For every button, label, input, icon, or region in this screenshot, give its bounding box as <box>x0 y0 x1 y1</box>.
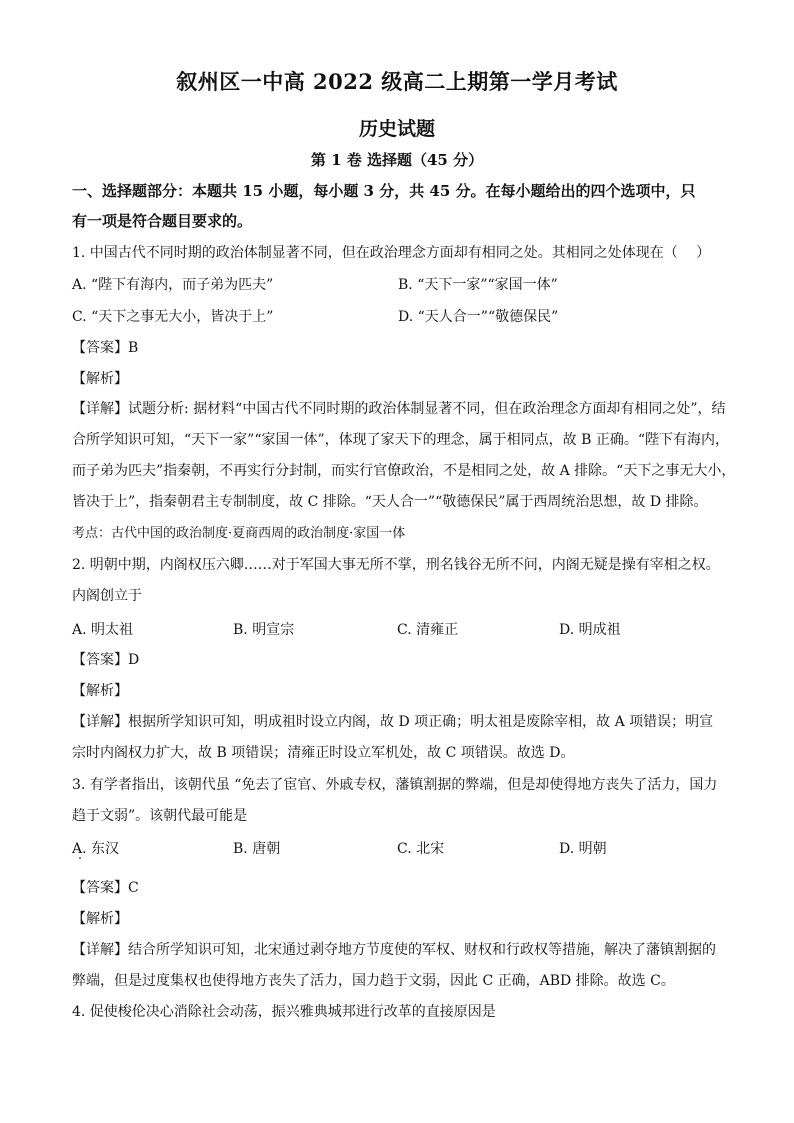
q1-detail-line: 【详解】试题分析: 据材料“中国古代不同时期的政治体制显著不同，但在政治理念方面却有相同之处”，结 <box>72 401 726 417</box>
q3-detail-line: 【详解】结合所学知识可知，北宋通过剥夺地方节度使的军权、财权和行政权等措施，解决了藩镇割据的 <box>72 942 716 958</box>
q2-stem-line2: 内阁创立于 <box>72 588 142 604</box>
q2-option-c: C. 清雍正 <box>397 622 459 638</box>
q2-option-b: B. 明宣宗 <box>233 622 295 638</box>
q1-detail-line: 皆决于上”，指秦朝君主专制制度，故 C 排除。“天人合一”“敬德保民”属于西周统治思想，故 D 排除。 <box>72 494 708 510</box>
q1-analysis-label: 【解析】 <box>72 371 128 387</box>
q1-option-d: D. “天人合一”“敬德保民” <box>398 309 559 325</box>
q2-detail-line: 【详解】根据所学知识可知，明成祖时设立内阁，故 D 项正确；明太祖是废除宰相，故 A 项错误；明宣 <box>72 714 714 730</box>
section-instructions-line1: 一、选择题部分：本题共 15 小题，每小题 3 分，共 45 分。在每小题给出的四个选项中，只 <box>72 182 696 200</box>
subject-title: 历史试题 <box>358 118 435 140</box>
q1-stem: 1. 中国古代不同时期的政治体制显著不同，但在政治理念方面却有相同之处。其相同之处体现在（ ） <box>72 245 711 261</box>
exam-title: 叙州区一中高 2022 级高二上期第一学月考试 <box>176 69 618 94</box>
q4-stem: 4. 促使梭伦决心消除社会动荡，振兴雅典城邦进行改革的直接原因是 <box>72 1004 496 1020</box>
part-title: 第 1 卷 选择题（45 分） <box>310 151 484 169</box>
q1-option-c: C. “天下之事无大小，皆决于上” <box>72 309 274 325</box>
q2-analysis-label: 【解析】 <box>72 683 128 699</box>
q1-option-a: A. “陛下有海内，而子弟为匹夫” <box>72 277 274 293</box>
q3-option-d: D. 明朝 <box>559 841 607 857</box>
q1-note: 考点：古代中国的政治制度·夏商西周的政治制度·家国一体 <box>72 526 406 541</box>
q3-answer: 【答案】C <box>72 880 139 896</box>
q2-option-a: A. 明太祖 <box>72 622 134 638</box>
q2-answer: 【答案】D <box>72 652 140 668</box>
q2-option-d: D. 明成祖 <box>559 622 621 638</box>
q3-analysis-label: 【解析】 <box>72 911 128 927</box>
q1-answer: 【答案】B <box>72 340 139 356</box>
q3-option-a: A. 东汉 <box>72 841 120 857</box>
q3-stem-line1: 3. 有学者指出，该朝代虽 “免去了宦官、外戚专权，藩镇割据的弊端，但是却使得地方丧失了活力，国力 <box>72 777 718 793</box>
q3-option-b: B. 唐朝 <box>233 841 281 857</box>
section-instructions-line2: 有一项是符合题目要求的。 <box>72 212 253 230</box>
q2-stem-line1: 2. 明朝中期，内阁权压六卿……对于军国大事无所不掌，刑名钱谷无所不问，内阁无疑是操有宰相之权。 <box>72 557 720 573</box>
stray-dot <box>79 857 81 859</box>
q3-detail-line: 弊端，但是过度集权也使得地方丧失了活力，国力趋于文弱，因此 C 正确，ABD 排除。故选 C。 <box>72 973 675 989</box>
q2-detail-line: 宗时内阁权力扩大，故 B 项错误；清雍正时设立军机处，故 C 项错误。故选 D。 <box>72 745 575 761</box>
q3-stem-line2: 趋于文弱”。该朝代最可能是 <box>72 808 248 824</box>
q3-option-c: C. 北宋 <box>397 841 445 857</box>
q1-detail-line: 而子弟为匹夫”指秦朝，不再实行分封制，而实行官僚政治，不是相同之处，故 A 排除。“天下之事无大小， <box>72 463 736 479</box>
q1-option-b: B. “天下一家”“家国一体” <box>398 277 558 293</box>
q1-detail-line: 合所学知识可知，“天下一家”“家国一体”，体现了家天下的理念，属于相同点，故 B 正确。“陛下有海内， <box>72 432 729 448</box>
